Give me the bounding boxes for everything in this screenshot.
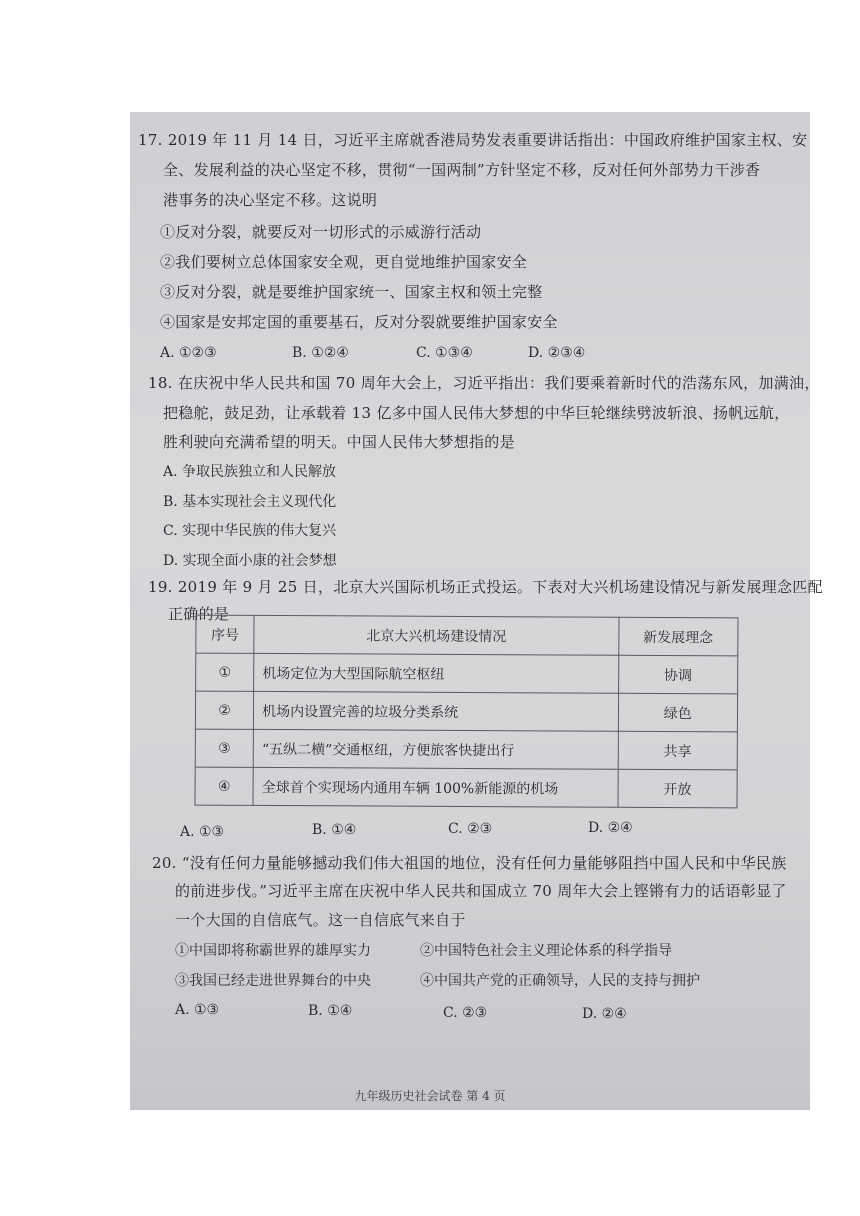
question-17-statement-3: ③反对分裂，就是要维护国家统一、国家主权和领土完整: [160, 283, 543, 301]
question-17-option-b[interactable]: B. ①②④: [292, 345, 349, 361]
question-20-option-a[interactable]: A. ①③: [175, 1002, 220, 1018]
table-cell-situation: 机场定位为大型国际航空枢纽: [254, 653, 619, 693]
table-cell-concept: 开放: [618, 769, 738, 808]
question-19-option-d[interactable]: D. ②④: [588, 820, 633, 836]
question-18-option-c[interactable]: C. 实现中华民族的伟大复兴: [163, 523, 337, 539]
question-17-statement-2: ②我们要树立总体国家安全观，更自觉地维护国家安全: [160, 253, 528, 271]
table-cell-number: ③: [195, 729, 253, 767]
question-17-stem-line: 17. 2019 年 11 月 14 日，习近平主席就香港局势发表重要讲话指出：中国政府维护国家主权、安: [138, 131, 808, 149]
table-row: [195, 691, 737, 732]
question-19-stem-line: 19. 2019 年 9 月 25 日，北京大兴国际机场正式投运。下表对大兴机场建设情况与新发展理念匹配: [148, 578, 823, 596]
question-17-stem-line: 全、发展利益的决心坚定不移，贯彻“一国两制”方针坚定不移，反对任何外部势力干涉香: [163, 161, 761, 179]
question-19-option-a[interactable]: A. ①③: [180, 824, 225, 840]
question-18-option-b[interactable]: B. 基本实现社会主义现代化: [163, 494, 337, 510]
page-footer: 九年级历史社会试卷 第 4 页: [354, 1089, 506, 1103]
question-20-stem-line: 一个大国的自信底气。这一自信底气来自于: [175, 911, 466, 929]
question-20-statement-2: ②中国特色社会主义理论体系的科学指导: [420, 943, 672, 959]
table-cell-number: ②: [195, 691, 253, 729]
question-18-option-a[interactable]: A. 争取民族独立和人民解放: [163, 464, 337, 480]
airport-match-table: [195, 615, 739, 809]
table-cell-situation: 全球首个实现场内通用车辆 100%新能源的机场: [253, 767, 618, 807]
question-20-stem-line: 20. “没有任何力量能够撼动我们伟大祖国的地位，没有任何力量能够阻挡中国人民和中华民族: [152, 854, 787, 872]
question-17-option-d[interactable]: D. ②③④: [528, 345, 586, 361]
table-header-number: 序号: [196, 615, 254, 653]
question-20-option-b[interactable]: B. ①④: [308, 1003, 353, 1019]
question-18-stem-line: 18. 在庆祝中华人民共和国 70 周年大会上，习近平指出：我们要乘着新时代的浩荡东风，加满油，: [148, 374, 820, 392]
question-19-option-b[interactable]: B. ①④: [312, 822, 357, 838]
question-17-statement-4: ④国家是安邦定国的重要基石，反对分裂就要维护国家安全: [160, 313, 558, 331]
table-cell-situation: “五纵二横”交通枢纽，方便旅客快捷出行: [253, 729, 618, 769]
table-header-concept: 新发展理念: [618, 617, 738, 656]
table-header-situation: 北京大兴机场建设情况: [254, 615, 619, 655]
table-row: [195, 729, 737, 770]
question-20-statement-3: ③我国已经走进世界舞台的中央: [175, 973, 371, 989]
question-20-option-c[interactable]: C. ②③: [443, 1005, 488, 1021]
table-cell-number: ④: [195, 767, 253, 805]
question-18-option-d[interactable]: D. 实现全面小康的社会梦想: [163, 553, 337, 569]
question-20-option-d[interactable]: D. ②④: [582, 1006, 627, 1022]
question-17-option-a[interactable]: A. ①②③: [160, 345, 217, 361]
table-cell-concept: 协调: [618, 655, 738, 694]
question-20-statement-1: ①中国即将称霸世界的雄厚实力: [175, 943, 371, 959]
question-20-statement-4: ④中国共产党的正确领导，人民的支持与拥护: [420, 973, 700, 989]
question-17-option-c[interactable]: C. ①③④: [416, 345, 473, 361]
table-row: [195, 767, 737, 808]
question-17-stem-line: 港事务的决心坚定不移。这说明: [163, 191, 378, 209]
question-18-stem-line: 把稳舵，鼓足劲，让承载着 13 亿多中国人民伟大梦想的中华巨轮继续劈波斩浪、扬帆远航，: [163, 404, 790, 422]
question-17-statement-1: ①反对分裂，就要反对一切形式的示威游行活动: [160, 223, 482, 241]
table-cell-concept: 绿色: [618, 693, 738, 732]
table-header-row: [196, 615, 738, 656]
table-cell-concept: 共享: [618, 731, 738, 770]
table-cell-situation: 机场内设置完善的垃圾分类系统: [254, 691, 619, 731]
question-19-stem-line: 正确的是: [168, 605, 230, 623]
question-18-stem-line: 胜利驶向充满希望的明天。中国人民伟大梦想指的是: [163, 433, 515, 451]
table-cell-number: ①: [196, 653, 254, 691]
question-19-option-c[interactable]: C. ②③: [448, 821, 493, 837]
table-row: [196, 653, 738, 694]
question-20-stem-line: 的前进步伐。”习近平主席在庆祝中华人民共和国成立 70 周年大会上铿锵有力的话语彰显了: [175, 882, 787, 900]
